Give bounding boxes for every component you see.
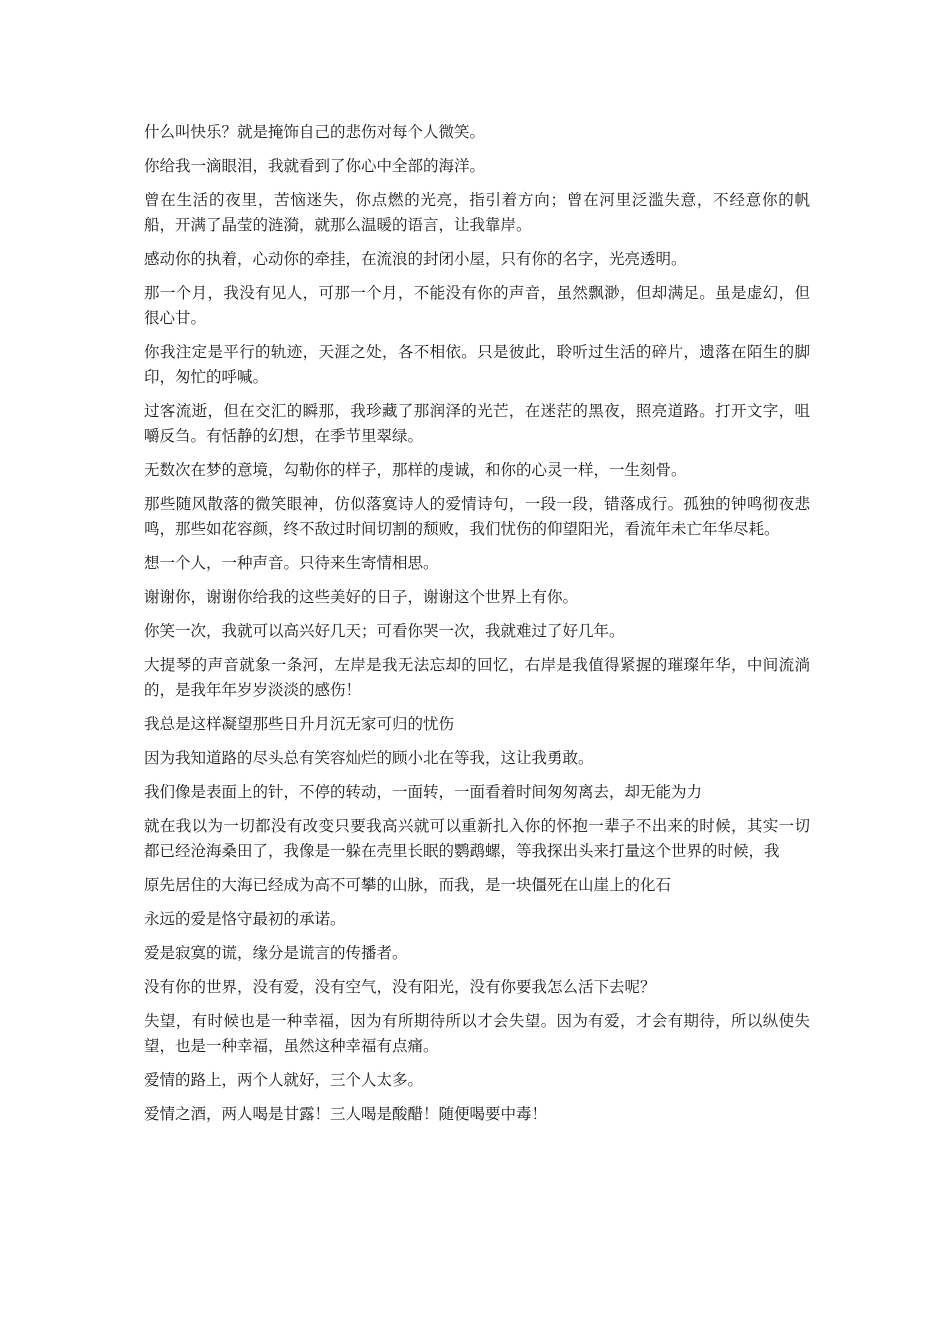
paragraph: 我们像是表面上的针，不停的转动，一面转，一面看着时间匆匆离去，却无能为力 <box>144 783 703 801</box>
paragraph: 爱情之酒，两人喝是甘露！三人喝是酸醋！随便喝要中毒！ <box>144 1105 548 1123</box>
paragraph: 那一个月，我没有见人，可那一个月，不能没有你的声音，虽然飘渺，但却满足。虽是虚幻，但很心甘。 <box>144 284 810 327</box>
paragraph: 无数次在梦的意境，勾勒你的样子，那样的虔诚，和你的心灵一样，一生刻骨。 <box>144 461 687 479</box>
paragraph: 失望，有时候也是一种幸福，因为有所期待所以才会失望。因为有爱，才会有期待，所以纵使失望，也是一种幸福，虽然这种幸福有点痛。 <box>144 1012 810 1055</box>
paragraph: 什么叫快乐？就是掩饰自己的悲伤对每个人微笑。 <box>144 123 486 141</box>
paragraph: 你笑一次，我就可以高兴好几天；可看你哭一次，我就难过了好几年。 <box>144 622 625 640</box>
paragraph: 想一个人，一种声音。只待来生寄情相思。 <box>144 554 439 572</box>
paragraph: 我总是这样凝望那些日升月沉无家可归的忧伤 <box>144 715 455 733</box>
paragraph: 你我注定是平行的轨迹，天涯之处，各不相依。只是彼此，聆听过生活的碎片，遗落在陌生的脚印，匆忙的呼喊。 <box>144 343 810 386</box>
paragraph: 爱是寂寞的谎，缘分是谎言的传播者。 <box>144 944 408 962</box>
paragraph: 过客流逝，但在交汇的瞬那，我珍藏了那润泽的光芒，在迷茫的黑夜，照亮道路。打开文字，咀嚼反刍。有恬静的幻想，在季节里翠绿。 <box>144 402 810 445</box>
paragraph: 永远的爱是恪守最初的承诺。 <box>144 910 346 928</box>
paragraph: 那些随风散落的微笑眼神，仿似落寞诗人的爱情诗句，一段一段，错落成行。孤独的钟鸣彻夜悲鸣，那些如花容颜，终不敌过时间切割的颓败，我们忧伤的仰望阳光，看流年未亡年华尽耗。 <box>144 495 810 538</box>
paragraph: 你给我一滴眼泪，我就看到了你心中全部的海洋。 <box>144 157 486 175</box>
paragraph: 曾在生活的夜里，苦恼迷失，你点燃的光亮，指引着方向；曾在河里泛滥失意，不经意你的帆船，开满了晶莹的涟漪，就那么温暖的语言，让我靠岸。 <box>144 191 810 234</box>
paragraph: 就在我以为一切都没有改变只要我高兴就可以重新扎入你的怀抱一辈子不出来的时候，其实一切都已经沧海桑田了，我像是一躲在壳里长眠的鹦鹉螺，等我探出头来打量这个世界的时候，我 <box>144 817 810 860</box>
paragraph: 大提琴的声音就象一条河，左岸是我无法忘却的回忆，右岸是我值得紧握的璀璨年华，中间流淌的，是我年年岁岁淡淡的感伤！ <box>144 656 810 699</box>
paragraph: 没有你的世界，没有爱，没有空气，没有阳光，没有你要我怎么活下去呢？ <box>144 978 656 996</box>
paragraph: 因为我知道路的尽头总有笑容灿烂的顾小北在等我，这让我勇敢。 <box>144 749 594 767</box>
paragraph: 感动你的执着，心动你的牵挂，在流浪的封闭小屋，只有你的名字，光亮透明。 <box>144 250 687 268</box>
paragraph: 爱情的路上，两个人就好，三个人太多。 <box>144 1071 424 1089</box>
paragraph: 谢谢你，谢谢你给我的这些美好的日子，谢谢这个世界上有你。 <box>144 588 579 606</box>
document-page <box>144 120 810 1136</box>
paragraph: 原先居住的大海已经成为高不可攀的山脉，而我，是一块僵死在山崖上的化石 <box>144 876 672 894</box>
